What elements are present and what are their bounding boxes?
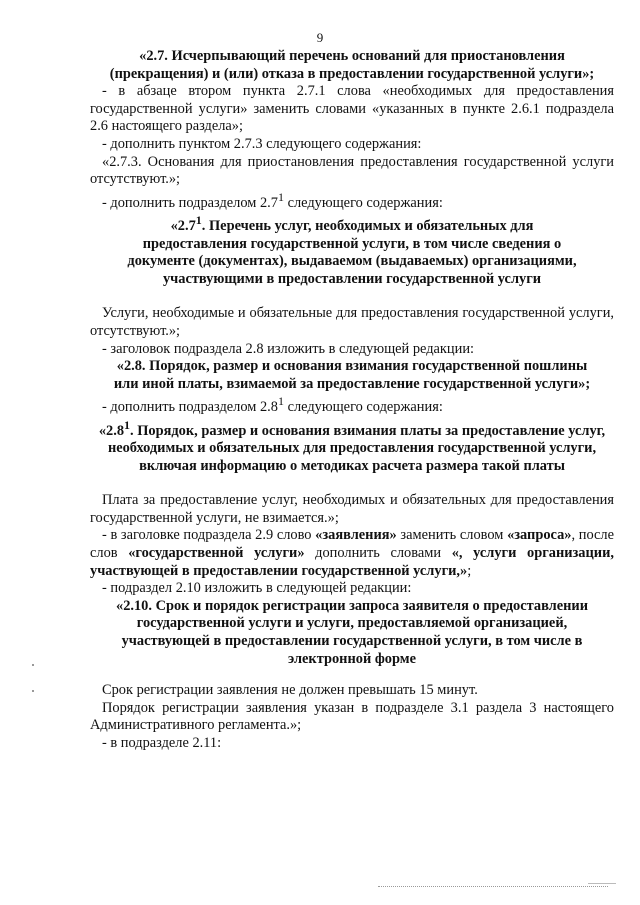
paragraph-title-2-8: - заголовок подраздела 2.8 изложить в следующей редакции: — [102, 340, 475, 357]
scan-speck — [32, 690, 34, 692]
text: - дополнить подразделом 2.8 — [102, 399, 278, 416]
paragraph-add-2-8-1 — [90, 393, 614, 416]
superscript: 1 — [277, 394, 284, 409]
paragraph-2-10-replace: - подраздел 2.10 изложить в следующей редакции: — [102, 580, 412, 597]
text: . Перечень услуг, необходимых и обязательных для предоставления государственной услуги, в том числе сведения о документе (документах), выдаваемом (выдаваемых) организациями, участвующими в предоставлении государственной услуги — [127, 217, 577, 287]
page-number: 9 — [316, 30, 324, 45]
text-bold: «, услуги организации, участвующей в предоставлении государственной услуги,» — [90, 545, 614, 579]
heading-2-8-1 — [90, 417, 614, 476]
text: , после слов — [90, 527, 614, 562]
text: следующего содержания: — [283, 194, 443, 211]
text: ; — [467, 562, 472, 579]
heading-2-10: «2.10. Срок и порядок регистрации запроса заявителя о предоставлении государственной услуги и услуги, предоставляемой организацией, участвующей в предоставлении государственной услуги, в том числе в электронной форме — [116, 597, 588, 667]
scan-line — [588, 883, 616, 884]
superscript: 1 — [277, 189, 284, 204]
text: заменить словом — [396, 527, 508, 544]
scan-speck — [32, 664, 34, 666]
text: - в заголовке подраздела 2.9 слово — [102, 527, 316, 544]
text: - дополнить подразделом 2.7 — [102, 194, 278, 211]
paragraph-services: Услуги, необходимые и обязательные для предоставления государственной услуги, отсутствуют.»; — [90, 305, 614, 339]
paragraph-registration-order: Порядок регистрации заявления указан в подразделе 3.1 раздела 3 настоящего Административного регламента.»; — [90, 699, 614, 734]
paragraph-2-7-3: «2.7.3. Основания для приостановления предоставления государственной услуги отсутствуют.»; — [90, 153, 614, 188]
paragraph-2-7-1-amendment: - в абзаце втором пункта 2.7.1 слова «необходимых для предоставления государственной услуги» заменить словами «указанных в пункте 2.6.1 подраздела 2.6 настоящего раздела»; — [90, 83, 614, 135]
text: дополнить словами — [304, 545, 452, 562]
superscript: 1 — [195, 213, 202, 228]
paragraph-add-2-7-1 — [90, 189, 614, 212]
paragraph-2-11: - в подразделе 2.11: — [102, 734, 222, 751]
text-bold: «государственной услуги» — [128, 545, 305, 562]
text: следующего содержания: — [283, 399, 443, 416]
text: «2.8 — [98, 422, 125, 439]
paragraph-2-9-amendment — [90, 527, 614, 580]
heading-2-7-1 — [90, 212, 614, 288]
document-body — [90, 48, 614, 753]
text: «2.7 — [170, 217, 196, 234]
paragraph-fee: Плата за предоставление услуг, необходимых и обязательных для предоставления государственной услуги, не взимается.»; — [90, 492, 614, 526]
heading-2-7: «2.7. Исчерпывающий перечень оснований для приостановления (прекращения) и (или) отказа в предоставлении государственной услуги»; — [109, 48, 595, 82]
scan-line — [378, 886, 608, 888]
text-bold: «запроса» — [507, 527, 572, 544]
paragraph-registration-term: Срок регистрации заявления не должен превышать 15 минут. — [102, 682, 478, 699]
paragraph-add-2-7-3: - дополнить пунктом 2.7.3 следующего содержания: — [102, 135, 422, 152]
text-bold: «заявления» — [315, 527, 397, 544]
superscript: 1 — [124, 417, 131, 432]
heading-2-8: «2.8. Порядок, размер и основания взимания государственной пошлины или иной платы, взимаемой за предоставление государственной услуги»; — [113, 358, 591, 392]
text: . Порядок, размер и основания взимания платы за предоставление услуг, необходимых и обязательных для предоставления государственной услуги, включая информацию о методиках расчета размера такой платы — [107, 422, 606, 474]
